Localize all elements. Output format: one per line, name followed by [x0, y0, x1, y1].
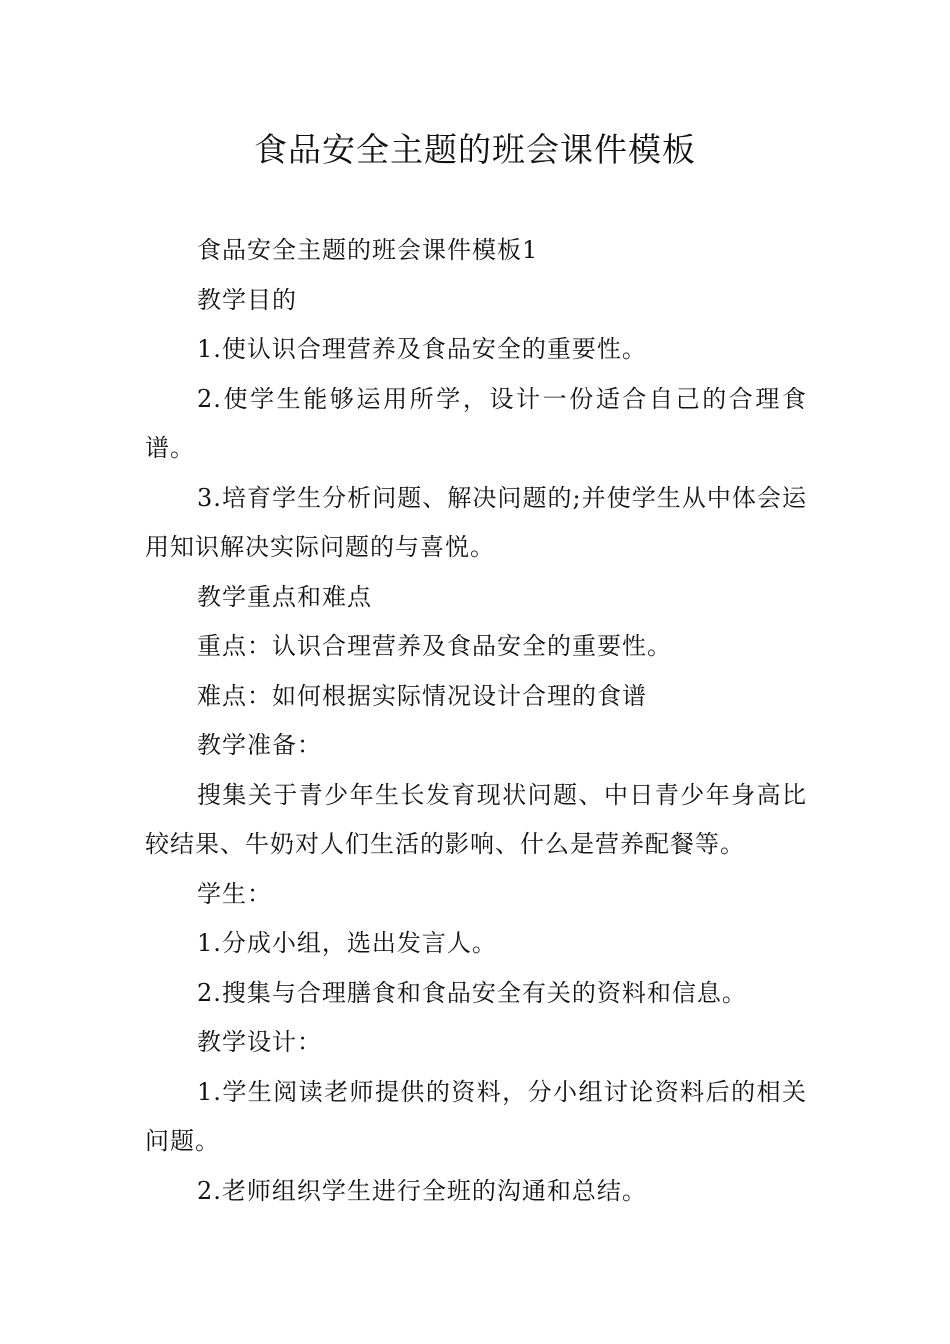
paragraph-student-2: 2.搜集与合理膳食和食品安全有关的资料和信息。 [197, 978, 747, 1007]
document-title: 食品安全主题的班会课件模板 [254, 130, 696, 169]
paragraph-objective-2: 2.使学生能够运用所学，设计一份适合自己的合理食谱。 [145, 384, 807, 462]
paragraph-objective-1: 1.使认识合理营养及食品安全的重要性。 [197, 335, 647, 363]
paragraph-design-1: 1.学生阅读老师提供的资料，分小组讨论资料后的相关问题。 [145, 1077, 807, 1155]
paragraph-objective-3: 3.培育学生分析问题、解决问题的;并使学生从中体会运用知识解决实际问题的与喜悦。 [145, 483, 807, 561]
paragraph-design-2: 2.老师组织学生进行全班的沟通和总结。 [197, 1176, 647, 1205]
paragraph-preparation: 搜集关于青少年生长发育现状问题、中日青少年身高比较结果、牛奶对人们生活的影响、什么是营养配餐等。 [145, 780, 807, 858]
paragraph-heading-objectives: 教学目的 [197, 285, 297, 314]
paragraph-student-1: 1.分成小组，选出发言人。 [197, 929, 497, 957]
document-body [145, 226, 807, 1216]
paragraph-heading-key-points: 教学重点和难点 [197, 582, 372, 611]
paragraph-difficulty: 难点：如何根据实际情况设计合理的食谱 [197, 681, 647, 710]
paragraph-heading-design: 教学设计： [197, 1028, 322, 1056]
paragraph-heading-students: 学生： [197, 879, 272, 908]
paragraph-heading-preparation: 教学准备： [197, 731, 322, 759]
paragraph-key-point: 重点：认识合理营养及食品安全的重要性。 [197, 632, 672, 660]
paragraph-subtitle: 食品安全主题的班会课件模板1 [197, 236, 539, 264]
